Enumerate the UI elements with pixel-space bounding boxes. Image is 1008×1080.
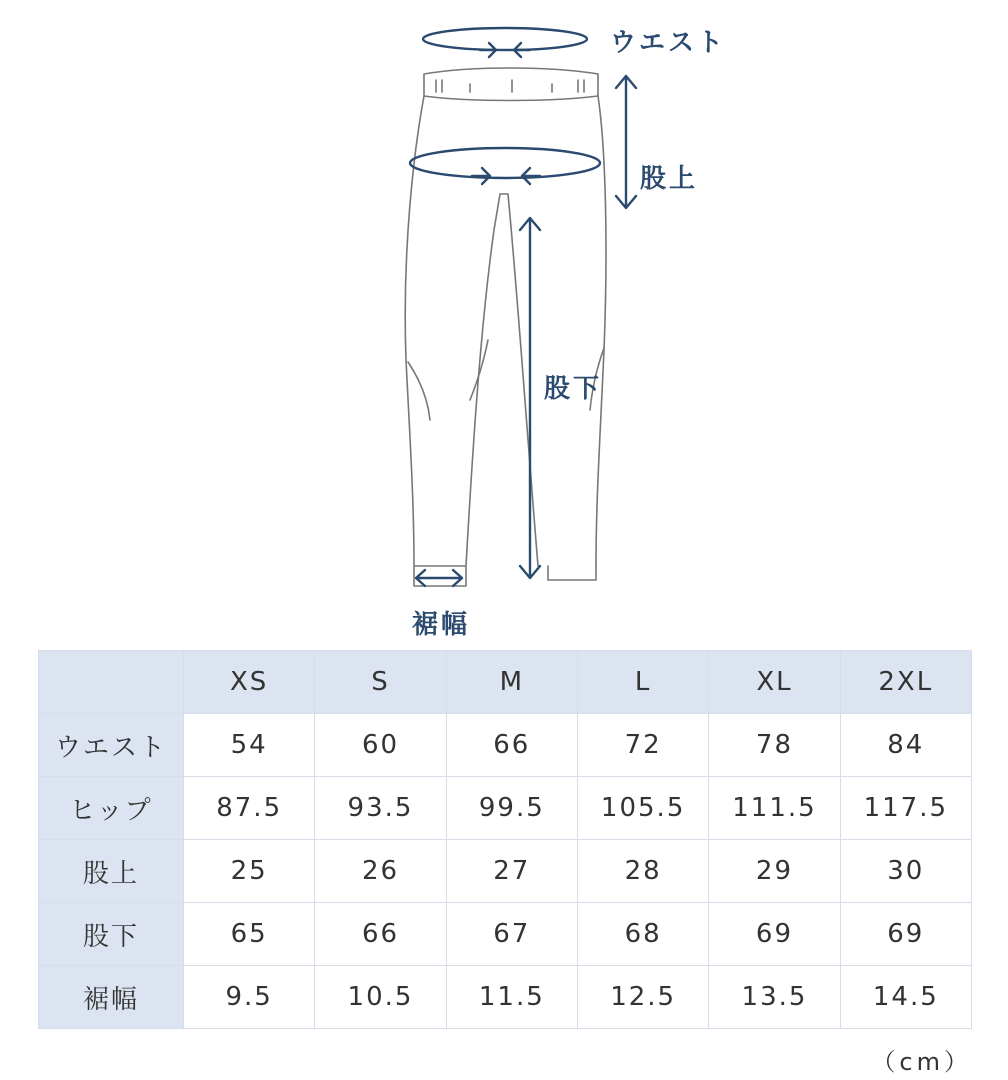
table-cell: 25 bbox=[184, 840, 315, 903]
table-cell: 60 bbox=[315, 714, 446, 777]
waist-arrow-right bbox=[480, 43, 496, 57]
row-label: 股上 bbox=[39, 840, 184, 903]
header-size-m: M bbox=[446, 651, 577, 714]
hem-width-arrow bbox=[416, 570, 462, 586]
pants-outline bbox=[405, 68, 606, 586]
row-label: ウエスト bbox=[39, 714, 184, 777]
header-size-xs: XS bbox=[184, 651, 315, 714]
table-cell: 99.5 bbox=[446, 777, 577, 840]
table-cell: 68 bbox=[577, 903, 708, 966]
unit-note: （cm） bbox=[871, 1048, 972, 1076]
hip-arrow-right bbox=[472, 168, 490, 184]
table-cell: 67 bbox=[446, 903, 577, 966]
header-size-l: L bbox=[577, 651, 708, 714]
table-row bbox=[39, 966, 972, 1029]
table-cell: 93.5 bbox=[315, 777, 446, 840]
table-cell: 105.5 bbox=[577, 777, 708, 840]
hip-arrow-left bbox=[522, 168, 540, 184]
table-cell: 10.5 bbox=[315, 966, 446, 1029]
table-cell: 69 bbox=[840, 903, 971, 966]
table-cell: 54 bbox=[184, 714, 315, 777]
header-corner bbox=[39, 651, 184, 714]
table-row bbox=[39, 714, 972, 777]
inseam-arrow bbox=[520, 218, 540, 578]
table-cell: 117.5 bbox=[840, 777, 971, 840]
header-size-s: S bbox=[315, 651, 446, 714]
table-cell: 66 bbox=[315, 903, 446, 966]
table-cell: 72 bbox=[577, 714, 708, 777]
table-cell: 27 bbox=[446, 840, 577, 903]
header-size-2xl: 2XL bbox=[840, 651, 971, 714]
header-size-xl: XL bbox=[709, 651, 840, 714]
table-row bbox=[39, 840, 972, 903]
table-cell: 13.5 bbox=[709, 966, 840, 1029]
rise-label: 股上 bbox=[640, 164, 699, 194]
table-cell: 66 bbox=[446, 714, 577, 777]
table-cell: 28 bbox=[577, 840, 708, 903]
size-table bbox=[38, 650, 972, 1029]
table-cell: 65 bbox=[184, 903, 315, 966]
table-cell: 84 bbox=[840, 714, 971, 777]
row-label: ヒップ bbox=[39, 777, 184, 840]
table-cell: 9.5 bbox=[184, 966, 315, 1029]
rise-arrow bbox=[616, 76, 636, 208]
inseam-label: 股下 bbox=[544, 374, 603, 404]
table-cell: 111.5 bbox=[709, 777, 840, 840]
waist-ellipse bbox=[423, 28, 587, 50]
header-row bbox=[39, 651, 972, 714]
row-label: 裾幅 bbox=[39, 966, 184, 1029]
table-cell: 30 bbox=[840, 840, 971, 903]
table-cell: 69 bbox=[709, 903, 840, 966]
row-label: 股下 bbox=[39, 903, 184, 966]
hip-ellipse bbox=[410, 148, 600, 178]
table-row bbox=[39, 777, 972, 840]
table-cell: 14.5 bbox=[840, 966, 971, 1029]
table-cell: 26 bbox=[315, 840, 446, 903]
table-row bbox=[39, 903, 972, 966]
measurement-arrows bbox=[410, 28, 636, 586]
hem-width-label: 裾幅 bbox=[412, 610, 471, 640]
table-cell: 29 bbox=[709, 840, 840, 903]
table-cell: 78 bbox=[709, 714, 840, 777]
table-cell: 12.5 bbox=[577, 966, 708, 1029]
waist-label: ウエスト bbox=[610, 28, 727, 58]
table-cell: 87.5 bbox=[184, 777, 315, 840]
waist-arrow-left bbox=[514, 43, 530, 57]
table-cell: 11.5 bbox=[446, 966, 577, 1029]
